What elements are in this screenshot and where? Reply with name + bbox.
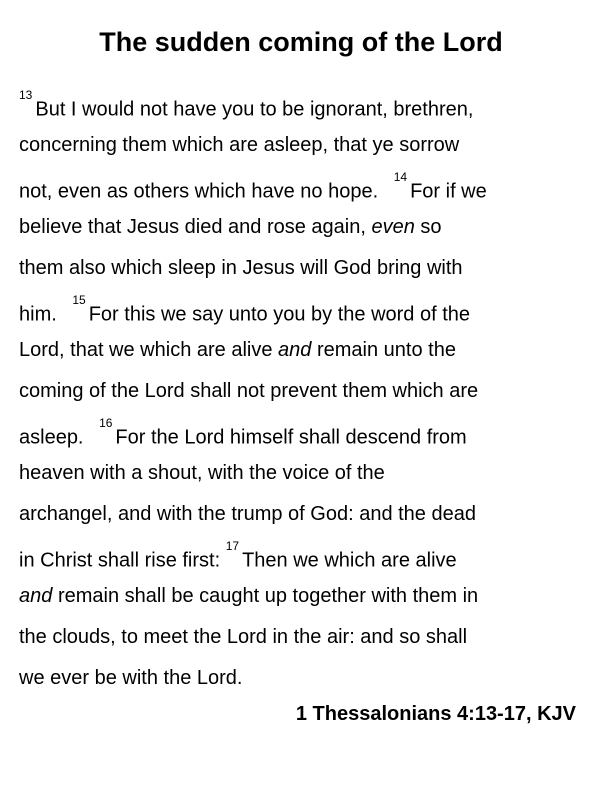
verse-text: in Christ shall rise first:	[19, 549, 221, 572]
verse-text: the clouds, to meet the Lord in the air: and so shall	[19, 626, 468, 648]
passage-line	[19, 453, 594, 494]
verse-text: so	[420, 216, 442, 238]
passage-line	[19, 289, 594, 330]
verse-text: him.	[19, 303, 57, 326]
italic-word: and	[19, 585, 53, 607]
passage-line	[19, 617, 594, 658]
verse-number: 16	[99, 416, 113, 430]
verse-text: For the Lord himself shall descend from	[115, 426, 467, 449]
verse-text: coming of the Lord shall not prevent them which are	[19, 380, 479, 402]
verse-text: archangel, and with the trump of God: and the dead	[19, 503, 476, 525]
passage-line	[19, 658, 594, 699]
verse-number: 13	[19, 88, 33, 102]
passage-line	[19, 125, 594, 166]
passage-line	[19, 166, 594, 207]
passage-line	[19, 248, 594, 289]
italic-word: even	[371, 216, 415, 238]
verse-number: 14	[393, 170, 408, 184]
verse-text: remain shall be caught up together with them in	[57, 585, 479, 607]
page-title: The sudden coming of the Lord	[99, 27, 503, 57]
verse-text: heaven with a shout, with the voice of the	[19, 462, 385, 484]
verse-number: 17	[225, 539, 240, 553]
passage-line	[19, 84, 594, 125]
verse-text: But I would not have you to be ignorant, brethren,	[35, 98, 474, 121]
verse-text: remain unto the	[316, 339, 456, 361]
passage-line	[19, 330, 594, 371]
verse-number: 15	[72, 293, 86, 307]
passage-line	[19, 576, 594, 617]
italic-word: and	[278, 339, 312, 361]
verse-text: Then we which are alive	[242, 549, 457, 572]
verse-text: For if we	[410, 180, 487, 203]
passage-line	[19, 494, 594, 535]
passage-line	[19, 412, 594, 453]
passage-line	[19, 207, 594, 248]
verse-text: we ever be with the Lord.	[19, 667, 243, 689]
passage-line	[19, 535, 594, 576]
scripture-citation: 1 Thessalonians 4:13-17, KJV	[295, 703, 576, 725]
verse-text: not, even as others which have no hope.	[19, 180, 379, 203]
verse-text: believe that Jesus died and rose again,	[19, 216, 366, 238]
verse-text: them also which sleep in Jesus will God bring with	[19, 257, 463, 279]
verse-text: For this we say unto you by the word of the	[88, 303, 471, 326]
verse-text: concerning them which are asleep, that ye sorrow	[19, 134, 460, 156]
verse-text: asleep.	[19, 426, 84, 449]
verse-text: Lord, that we which are alive	[19, 339, 273, 361]
scripture-passage	[19, 84, 594, 699]
passage-line	[19, 371, 594, 412]
